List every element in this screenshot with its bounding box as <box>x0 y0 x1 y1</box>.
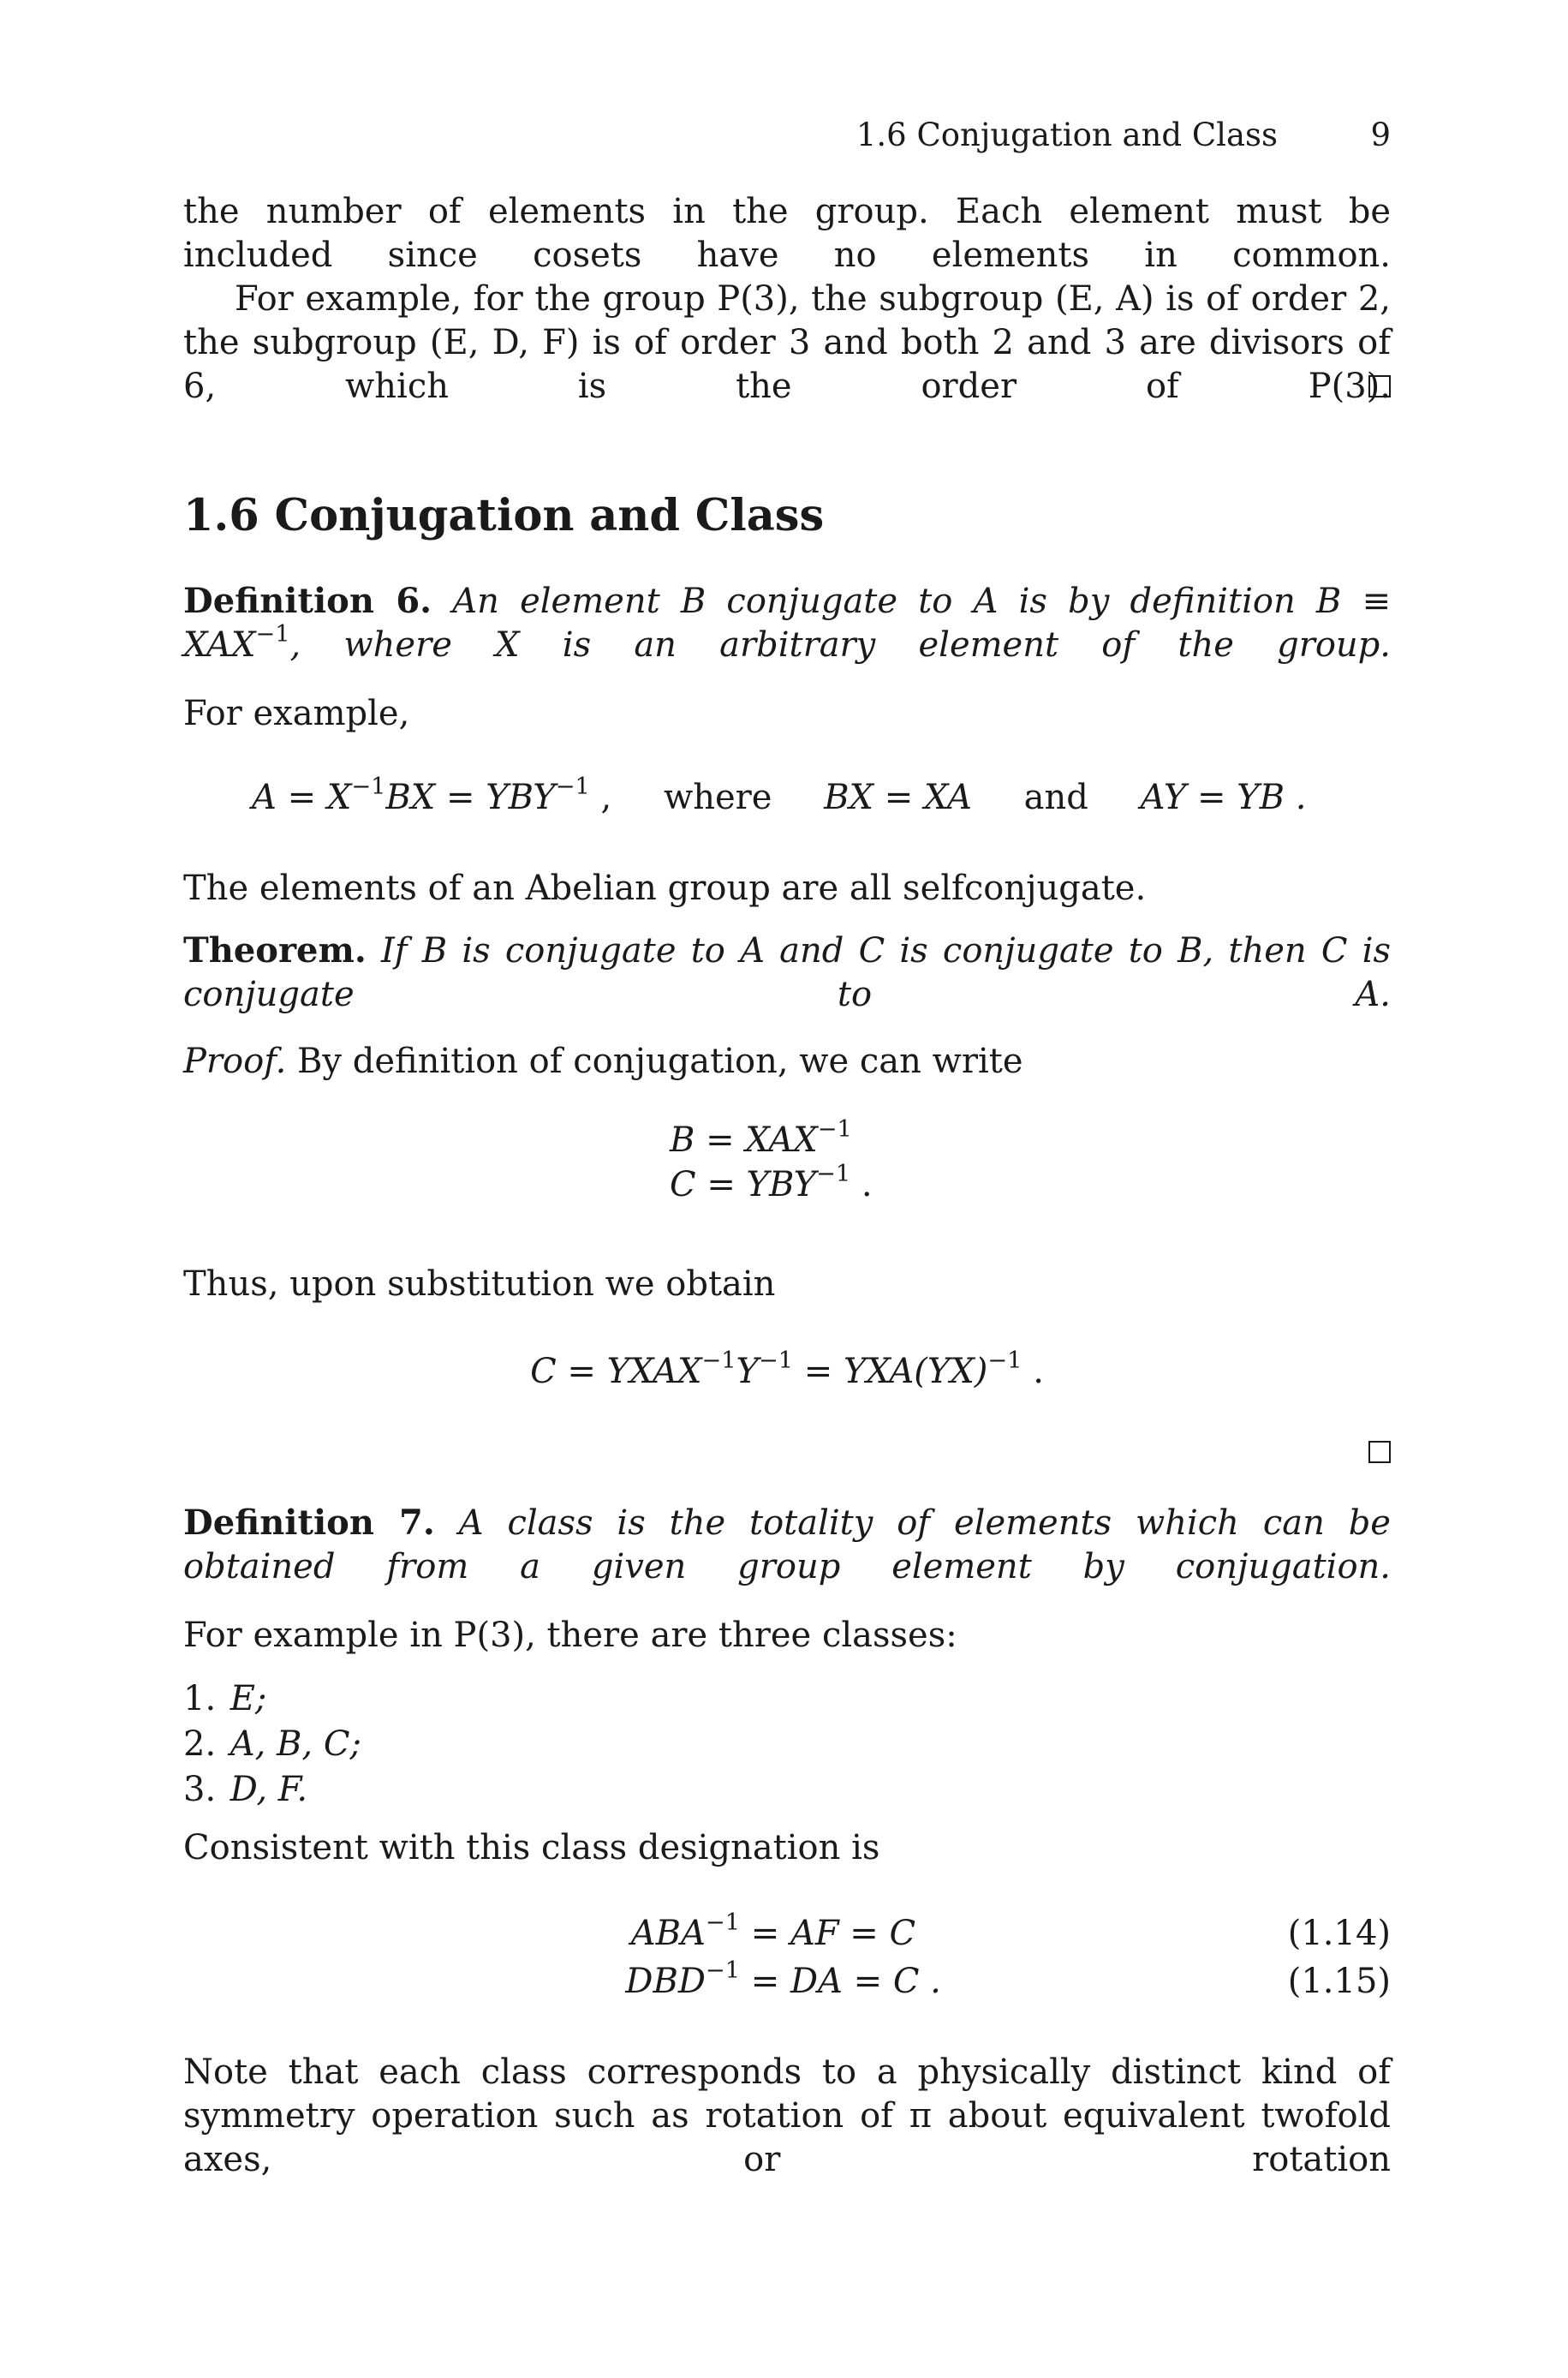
definition-text: An element B conjugate to A is by definition $B \equiv XAX^{-1}$, where X is an arbitrary element of the group. <box>183 582 1391 665</box>
paragraph-classes-intro: For example in P(3), there are three classes: <box>183 1616 957 1655</box>
equation-number: (1.14) <box>1287 1914 1391 1953</box>
equation-proof-b: $B = XAX^{-1}$ <box>670 1116 852 1160</box>
qed-box <box>1368 1441 1391 1463</box>
paragraph-subgroup-example: For example, for the group P(3), the subgroup (E, A) is of order 2, the subgroup (E, D, F) is of order 3 and both 2 and 3 are divisors of 6, which is the order of P(3). <box>183 279 1391 406</box>
paragraph-note: Note that each class corresponds to a physically distinct kind of symmetry operation such as rotation of π about equivalent twofold axes, or rotation <box>183 2052 1391 2179</box>
running-head <box>183 113 1391 158</box>
proof-text: By definition of conjugation, we can write <box>297 1042 1023 1081</box>
definition-label: Definition 6. <box>183 581 432 621</box>
theorem-label: Theorem. <box>183 930 367 971</box>
section-heading: 1.6 Conjugation and Class <box>183 490 825 541</box>
page-number: 9 <box>1370 117 1391 153</box>
running-head-title: 1.6 Conjugation and Class <box>856 117 1278 153</box>
equation-conjugate: $A = X^{-1}BX = YBY^{-1}$ , where BX = XA and AY = YB . <box>252 774 1307 817</box>
equation-substitution: $C = YXAX^{-1}Y^{-1} = YXA(YX)^{-1}$ . <box>530 1347 1044 1391</box>
paragraph-cosets: the number of elements in the group. Each element must be included since cosets have no elements in common. <box>183 192 1391 275</box>
theorem <box>183 929 1391 1017</box>
book-page: 1.6 Conjugation and Class 9 the number of elements in the group. Each element must be included since cosets have no elements in common. For example, for the group P(3), the subgroup (E, A) is of order 2, the subgroup (E, D, F) is of order 3 and both 2 and 3 are divisors of 6, which is the order of P(3). 1.6 Conjugation and Class Definition 6. An element B conjugate to A is by definition $B \equiv XAX^{-1}$, where X is an arbitrary element of the group. For example, $A = X^{-1}BX = YBY^{-1}$ , where BX = XA and AY = YB . The elements of an Abelian group are all selfconjugate. Theorem. If B is conjugate to A and C is conjugate to B, then C is conjugate to A. Proof. By definition of conjugation, we can write $B = XAX^{-1}$ $C = YBY^{-1}$ . Thus, upon substitution we obtain $C = YXAX^{-1}Y^{-1} = YXA(YX)^{-1}$ . Definition 7. A class is the totality of elements which can be obtained from a given group element by conjugation. For example in P(3), there are three classes: 1. E; 2. A, B, C; 3. D, F. Consistent with this class designation is $ABA^{-1}$ = AF = C (1.14) $DBD^{-1}$ = DA = C . (1.15) Note that each class corresponds to a physically distinct kind of symmetry operation such as rotation of π about equivalent twofold axes, or rotation <box>183 0 1391 2378</box>
definition-6 <box>183 579 1391 667</box>
paragraph-substitution: Thus, upon substitution we obtain <box>183 1264 776 1304</box>
definition-7 <box>183 1501 1391 1589</box>
class-list <box>183 1677 1391 1813</box>
qed-box <box>1368 375 1391 397</box>
list-item: 2. A, B, C; <box>183 1724 361 1764</box>
definition-text: A class is the totality of elements which can be obtained from a given group element by conjugation. <box>183 1503 1391 1586</box>
paragraph-abelian: The elements of an Abelian group are all selfconjugate. <box>183 869 1147 908</box>
list-item: 3. D, F. <box>183 1770 308 1809</box>
paragraph-consistent: Consistent with this class designation is <box>183 1828 880 1867</box>
theorem-text: If B is conjugate to A and C is conjugate to B, then C is conjugate to A. <box>183 931 1391 1014</box>
definition-label: Definition 7. <box>183 1503 435 1543</box>
list-item: 1. E; <box>183 1679 267 1718</box>
for-example-intro: For example, <box>183 694 410 733</box>
proof-intro <box>183 1040 1391 1084</box>
equation-proof-c: $C = YBY^{-1}$ . <box>670 1161 873 1204</box>
proof-label: Proof. <box>183 1042 287 1081</box>
where-word: where <box>663 778 772 817</box>
equation-number: (1.15) <box>1287 1962 1391 2001</box>
